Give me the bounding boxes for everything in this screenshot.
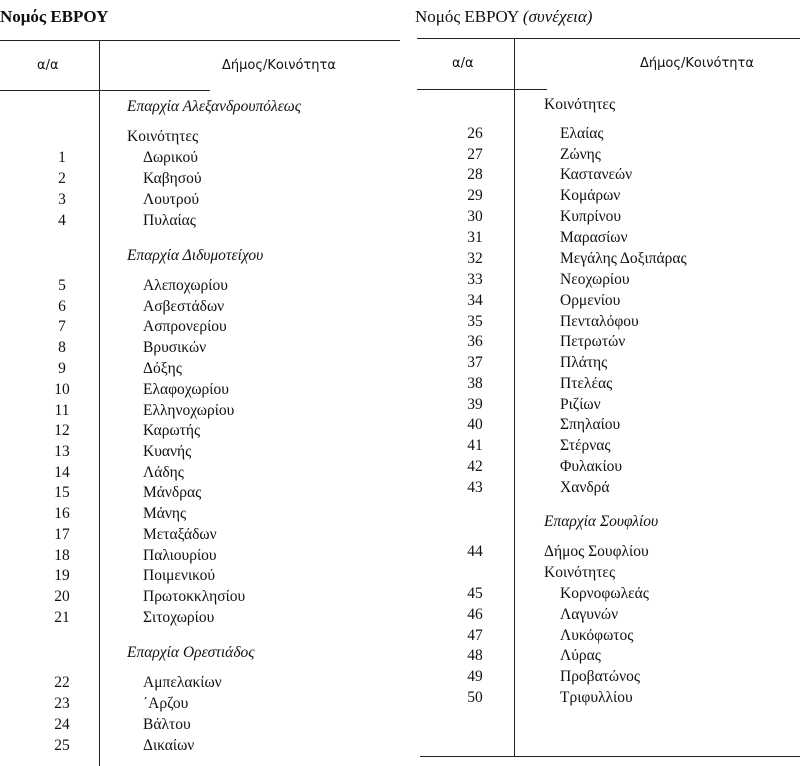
table-row bbox=[400, 352, 800, 373]
locality-name: ΄Αρζου bbox=[143, 695, 189, 712]
table-row bbox=[0, 672, 400, 693]
section-heading bbox=[0, 96, 400, 117]
row-number: 50 bbox=[467, 689, 483, 706]
row-number: 35 bbox=[467, 313, 483, 330]
row-number: 11 bbox=[54, 402, 70, 419]
table-row bbox=[0, 545, 400, 566]
table-row bbox=[0, 693, 400, 714]
table-row bbox=[0, 296, 400, 317]
table-row bbox=[0, 379, 400, 400]
row-number: 7 bbox=[58, 318, 66, 335]
header-bottom-rule bbox=[0, 90, 210, 91]
section-title: Επαρχία Σουφλίου bbox=[544, 513, 659, 530]
table-row bbox=[0, 337, 400, 358]
row-number: 17 bbox=[54, 526, 70, 543]
table-row bbox=[0, 524, 400, 545]
row-number: 41 bbox=[467, 437, 483, 454]
row-number: 14 bbox=[54, 464, 70, 481]
locality-name: Μαρασίων bbox=[560, 229, 628, 246]
group-title: Κοινότητες bbox=[544, 564, 616, 581]
locality-name: Ζώνης bbox=[560, 146, 601, 163]
locality-name: Ελληνοχωρίου bbox=[143, 402, 235, 419]
locality-name: Μεγάλης Δοξιπάρας bbox=[560, 250, 687, 267]
table-bottom-rule bbox=[420, 756, 800, 757]
locality-name: Τριφυλλίου bbox=[560, 689, 633, 706]
table-row bbox=[0, 462, 400, 483]
row-number: 34 bbox=[467, 292, 483, 309]
locality-name: Φυλακίου bbox=[560, 458, 623, 475]
row-number: 18 bbox=[54, 547, 70, 564]
row-number: 27 bbox=[467, 146, 483, 163]
table-row bbox=[400, 625, 800, 646]
table-row bbox=[0, 189, 400, 210]
locality-name: Κυανής bbox=[143, 443, 192, 460]
locality-name: Ασβεστάδων bbox=[143, 298, 225, 315]
locality-name: Στέρνας bbox=[560, 437, 611, 454]
locality-name: Δήμος Σουφλίου bbox=[544, 543, 649, 560]
row-number: 24 bbox=[54, 716, 70, 733]
locality-name: Καβησού bbox=[143, 170, 202, 187]
table-row bbox=[0, 316, 400, 337]
locality-name: Αμπελακίων bbox=[143, 674, 222, 691]
title-text: Νομός ΕΒΡΟΥ bbox=[0, 7, 109, 26]
locality-name: Βάλτου bbox=[143, 716, 191, 733]
row-number: 36 bbox=[467, 333, 483, 350]
table-row bbox=[0, 210, 400, 231]
table-row bbox=[400, 269, 800, 290]
table-row bbox=[400, 311, 800, 332]
table-row bbox=[0, 147, 400, 168]
locality-name: Νεοχωρίου bbox=[560, 271, 630, 288]
header-bottom-rule bbox=[417, 89, 547, 90]
locality-name: Ορμενίου bbox=[560, 292, 621, 309]
table-row bbox=[400, 456, 800, 477]
row-number: 30 bbox=[467, 208, 483, 225]
row-number: 21 bbox=[54, 609, 70, 626]
group-label bbox=[0, 126, 400, 147]
locality-name: Αλεποχωρίου bbox=[143, 277, 228, 294]
table-row bbox=[400, 435, 800, 456]
row-number: 4 bbox=[58, 212, 66, 229]
locality-name: Καρωτής bbox=[143, 422, 201, 439]
row-number: 29 bbox=[467, 187, 483, 204]
header-col-name: Δήμος/Κοινότητα bbox=[640, 56, 754, 71]
section-title: Επαρχία Ορεστιάδος bbox=[127, 644, 255, 661]
locality-name: Κομάρων bbox=[560, 187, 621, 204]
locality-name: Πετρωτών bbox=[560, 333, 626, 350]
row-number: 2 bbox=[58, 170, 66, 187]
table-row bbox=[400, 666, 800, 687]
locality-name: Πυλαίας bbox=[143, 212, 196, 229]
locality-name: Λάδης bbox=[143, 464, 184, 481]
table-row bbox=[0, 358, 400, 379]
locality-name: Δόξης bbox=[143, 360, 182, 377]
table-row bbox=[0, 275, 400, 296]
table-row bbox=[400, 164, 800, 185]
row-number: 9 bbox=[58, 360, 66, 377]
table-top-rule bbox=[0, 40, 400, 41]
section-heading bbox=[0, 642, 400, 663]
row-number: 12 bbox=[54, 422, 70, 439]
section-heading bbox=[400, 511, 800, 532]
group-label bbox=[400, 562, 800, 583]
row-number: 10 bbox=[54, 381, 70, 398]
table-row bbox=[0, 503, 400, 524]
locality-name: Χανδρά bbox=[560, 479, 610, 496]
locality-name: Λουτρού bbox=[143, 191, 200, 208]
row-number: 25 bbox=[54, 737, 70, 754]
header-col-num: α/α bbox=[37, 58, 59, 73]
table-row bbox=[400, 645, 800, 666]
row-number: 13 bbox=[54, 443, 70, 460]
table-row bbox=[0, 607, 400, 628]
table-row bbox=[400, 248, 800, 269]
row-number: 45 bbox=[467, 585, 483, 602]
table-row bbox=[0, 565, 400, 586]
locality-name: Ελαφοχωρίου bbox=[143, 381, 229, 398]
table-row bbox=[0, 441, 400, 462]
locality-name: Σπηλαίου bbox=[560, 416, 621, 433]
row-number: 46 bbox=[467, 606, 483, 623]
locality-name: Δωρικού bbox=[143, 149, 198, 166]
table-row bbox=[400, 123, 800, 144]
page-title bbox=[0, 7, 108, 27]
row-number: 8 bbox=[58, 339, 66, 356]
row-number: 19 bbox=[54, 567, 70, 584]
table-row bbox=[400, 185, 800, 206]
locality-name: Πλάτης bbox=[560, 354, 608, 371]
table-row bbox=[0, 714, 400, 735]
row-number: 28 bbox=[467, 166, 483, 183]
table-top-rule bbox=[417, 38, 800, 39]
table-row bbox=[0, 735, 400, 756]
row-number: 49 bbox=[467, 668, 483, 685]
table-row bbox=[400, 373, 800, 394]
row-number: 33 bbox=[467, 271, 483, 288]
table-row bbox=[400, 414, 800, 435]
table-row bbox=[400, 394, 800, 415]
group-label bbox=[400, 94, 800, 115]
locality-name: Προβατώνος bbox=[560, 668, 641, 685]
header-col-name: Δήμος/Κοινότητα bbox=[222, 58, 336, 73]
table-row bbox=[400, 206, 800, 227]
locality-name: Καστανεών bbox=[560, 166, 633, 183]
locality-name: Λυκόφωτος bbox=[560, 627, 634, 644]
locality-name: Βρυσικών bbox=[143, 339, 207, 356]
row-number: 16 bbox=[54, 505, 70, 522]
row-number: 31 bbox=[467, 229, 483, 246]
row-number: 26 bbox=[467, 125, 483, 142]
locality-name: Πρωτοκκλησίου bbox=[143, 588, 246, 605]
row-number: 20 bbox=[54, 588, 70, 605]
table-row bbox=[400, 541, 800, 562]
page-title-continued bbox=[415, 7, 592, 27]
row-number: 3 bbox=[58, 191, 66, 208]
row-number: 37 bbox=[467, 354, 483, 371]
group-title: Κοινότητες bbox=[127, 128, 199, 145]
title-continued-suffix: (συνέχεια) bbox=[522, 7, 593, 26]
table-row bbox=[0, 586, 400, 607]
locality-name: Ασπρονερίου bbox=[143, 318, 227, 335]
table-row bbox=[0, 482, 400, 503]
locality-name: Σιτοχωρίου bbox=[143, 609, 215, 626]
row-number: 48 bbox=[467, 647, 483, 664]
row-number: 43 bbox=[467, 479, 483, 496]
locality-name: Ποιμενικού bbox=[143, 567, 216, 584]
row-number: 38 bbox=[467, 375, 483, 392]
header-col-num: α/α bbox=[452, 56, 474, 71]
row-number: 32 bbox=[467, 250, 483, 267]
table-row bbox=[400, 331, 800, 352]
row-number: 22 bbox=[54, 674, 70, 691]
locality-name: Παλιουρίου bbox=[143, 547, 217, 564]
table-row bbox=[0, 400, 400, 421]
group-title: Κοινότητες bbox=[544, 96, 616, 113]
locality-name: Λαγυνών bbox=[560, 606, 619, 623]
locality-name: Ριζίων bbox=[560, 396, 601, 413]
locality-name: Μεταξάδων bbox=[143, 526, 217, 543]
section-title: Επαρχία Αλεξανδρουπόλεως bbox=[127, 98, 302, 115]
locality-name: Μάνης bbox=[143, 505, 187, 522]
row-number: 6 bbox=[58, 298, 66, 315]
table-row bbox=[400, 604, 800, 625]
table-row bbox=[0, 420, 400, 441]
row-number: 5 bbox=[58, 277, 66, 294]
section-heading bbox=[0, 245, 400, 266]
row-number: 15 bbox=[54, 484, 70, 501]
table-row bbox=[0, 168, 400, 189]
row-number: 47 bbox=[467, 627, 483, 644]
locality-name: Κορνοφωλεάς bbox=[560, 585, 649, 602]
locality-name: Ελαίας bbox=[560, 125, 604, 142]
table-row bbox=[400, 583, 800, 604]
row-number: 1 bbox=[58, 149, 66, 166]
row-number: 40 bbox=[467, 416, 483, 433]
locality-name: Πτελέας bbox=[560, 375, 613, 392]
row-number: 42 bbox=[467, 458, 483, 475]
locality-name: Λύρας bbox=[560, 647, 601, 664]
locality-name: Πενταλόφου bbox=[560, 313, 639, 330]
row-number: 39 bbox=[467, 396, 483, 413]
table-row bbox=[400, 227, 800, 248]
table-row bbox=[400, 144, 800, 165]
locality-name: Δικαίων bbox=[143, 737, 195, 754]
title-text: Νομός ΕΒΡΟΥ bbox=[415, 7, 519, 26]
locality-name: Κυπρίνου bbox=[560, 208, 622, 225]
section-title: Επαρχία Διδυμοτείχου bbox=[127, 247, 264, 264]
row-number: 23 bbox=[54, 695, 70, 712]
table-row bbox=[400, 290, 800, 311]
table-row bbox=[400, 687, 800, 708]
row-number: 44 bbox=[467, 543, 483, 560]
table-row bbox=[400, 477, 800, 498]
locality-name: Μάνδρας bbox=[143, 484, 202, 501]
